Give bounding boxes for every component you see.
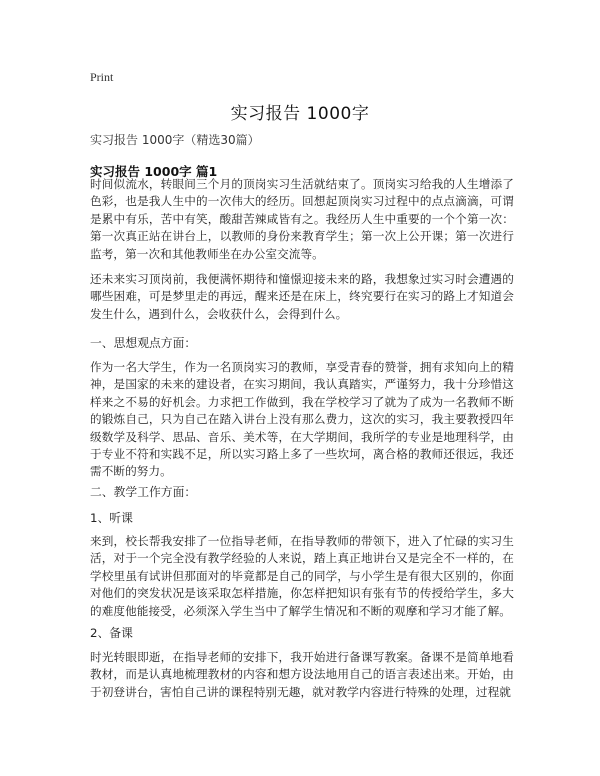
heading-teaching-work: 二、教学工作方面： (90, 485, 197, 499)
paragraph-intro: 时间似流水，转眼间三个月的顶岗实习生活就结束了。顶岗实习给我的人生增添了色彩，也是我人生中的一次伟大的经历。回想起顶岗实习过程中的点点滴滴，可谓是累中有乐，苦中有笑，酸甜苦辣咸皆有之。我经历人生中重要的一个个第一次：第一次真正站在讲台上，以教师的身份来教育学生；第一次上公开课；第一次进行监考，第一次和其他教师坐在办公室交流等。 (90, 177, 514, 261)
paragraph-expectation: 还未来实习顶岗前，我便满怀期待和憧憬迎接未来的路，我想象过实习时会遭遇的哪些困难，可是梦里走的再远，醒来还是在床上，终究要行在实习的路上才知道会发生什么，遇到什么，会收获什么，会得到什么。 (90, 272, 514, 321)
heading-lesson-prep: 2、备课 (90, 626, 133, 640)
document-subtitle: 实习报告 1000字（精选30篇） (90, 133, 260, 147)
heading-observation: 1、听课 (90, 511, 133, 525)
print-label[interactable]: Print (90, 70, 114, 84)
heading-thoughts: 一、思想观点方面： (90, 336, 197, 350)
section-title: 实习报告 1000字 篇1 (90, 164, 218, 179)
paragraph-observation: 来到，校长帮我安排了一位指导老师，在指导教师的带领下，进入了忙碌的实习生活，对于一个完全没有教学经验的人来说，踏上真正地讲台又是完全不一样的，在学校里虽有试讲但那面对的毕竟都是自己的同学，与小学生是有很大区别的，你面对他们的突发状况是该采取怎样措施，你怎样把知识有张有节的传授给学生，多大的难度他能接受，必须深入学生当中了解学生情况和不断的观摩和学习才能了解。 (90, 534, 514, 618)
paragraph-thoughts: 作为一名大学生，作为一名顶岗实习的教师，享受青春的赞誉，拥有求知向上的精神，是国家的未来的建设者，在实习期间，我认真踏实，严谨努力，我十分珍惜这样来之不易的好机会。力求把工作做到，我在学校学习了就为了成为一名教师不断的锻炼自己，只为自己在踏入讲台上没有那么费力，这次的实习，我主要教授四年级数学及科学、思品、音乐、美术等，在大学期间，我所学的专业是地理科学，由于专业不符和实践不足，所以实习路上多了一些坎坷，离合格的教师还很远，我还需不断的努力。 (90, 360, 514, 479)
paragraph-lesson-prep: 时光转眼即逝，在指导老师的安排下，我开始进行备课写教案。备课不是简单地看教材，而是认真地梳理教材的内容和想方设法地用自己的语言表述出来。开始，由于初登讲台，害怕自己讲的课程特别无趣，就对教学内容进行特殊的处理，过程就 (90, 650, 514, 699)
page-title: 实习报告 1000字 (230, 104, 370, 124)
